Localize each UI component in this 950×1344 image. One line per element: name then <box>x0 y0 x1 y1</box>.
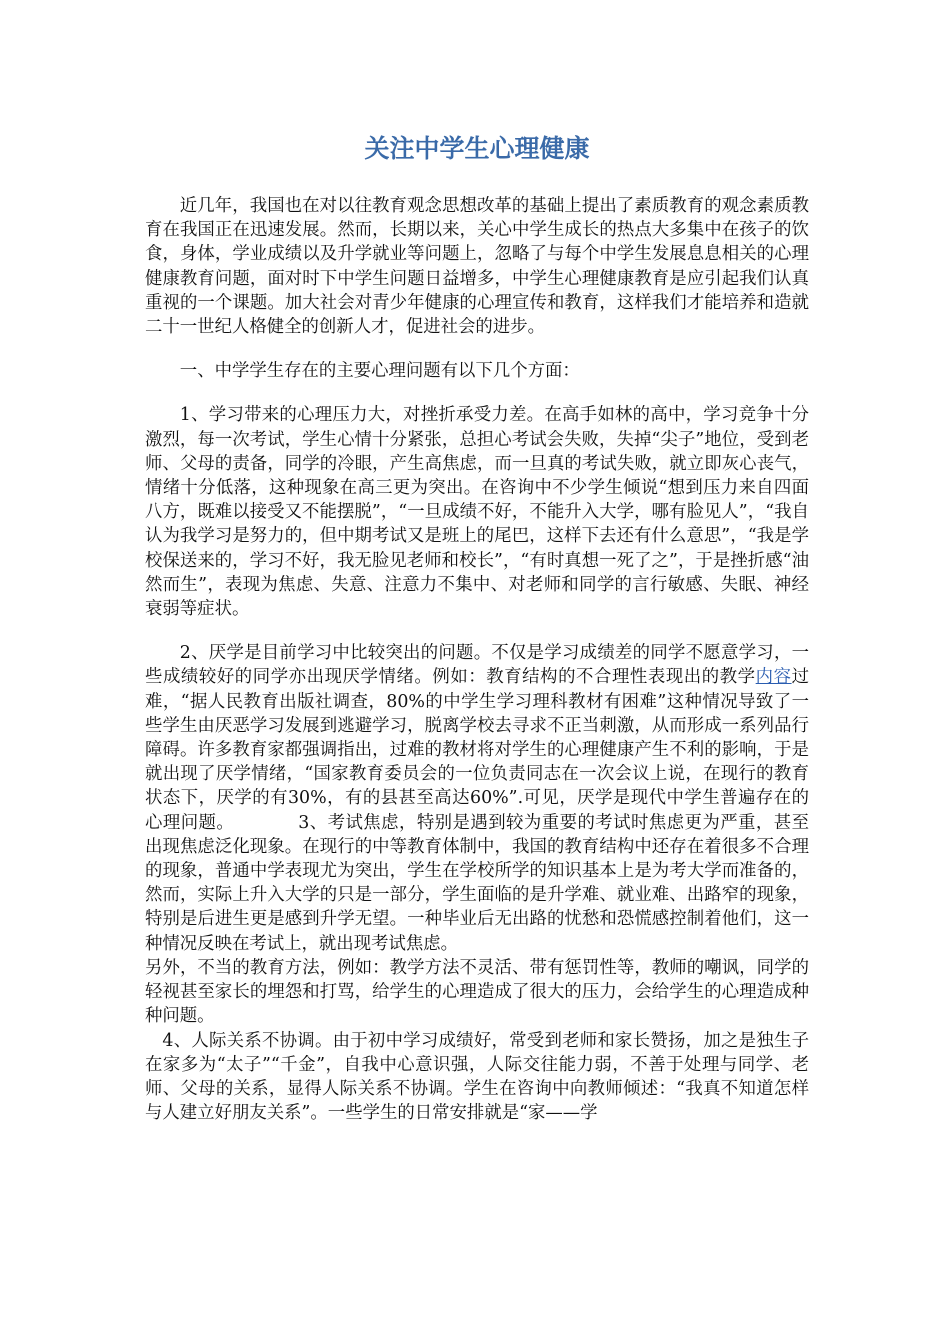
paragraph-gap <box>145 621 809 641</box>
point-2-text-before-link: 2、厌学是目前学习中比较突出的问题。不仅是学习成绩差的同学不愿意学习，一些成绩较好的同学亦出现厌学情绪。例如：教育结构的不合理性表现出的教学 <box>145 643 809 688</box>
document-page <box>145 130 809 1125</box>
point-3-text: 3、考试焦虑，特别是遇到较为重要的考试时焦虑更为严重，甚至出现焦虑泛化现象。在现行的中等教育体制中，我国的教育结构中还存在着很多不合理的现象，普通中学表现尤为突出，学生在学校所学的知识基本上是为考大学而准备的，然而，实际上升入大学的只是一部分，学生面临的是升学难、就业难、出路窄的现象，特别是后进生更是感到升学无望。一种毕业后无出路的忧愁和恐慌感控制着他们，这一种情况反映在考试上，就出现考试焦虑。 <box>145 812 809 954</box>
paragraph-gap <box>145 339 809 359</box>
paragraph-gap <box>145 383 809 403</box>
intro-paragraph: 近几年，我国也在对以往教育观念思想改革的基础上提出了素质教育的观念素质教育在我国正在迅速发展。然而，长期以来，关心中学生成长的热点大多集中在孩子的饮食，身体，学业成绩以及升学就业等问题上，忽略了与每个中学生发展息息相关的心理健康教育问题，面对时下中学生问题日益增多，中学生心理健康教育是应引起我们认真重视的一个课题。加大社会对青少年健康的心理宣传和教育，这样我们才能培养和造就二十一世纪人格健全的创新人才，促进社会的进步。 <box>145 196 809 338</box>
point-2-paragraph <box>145 641 809 956</box>
point-4-paragraph: 4、人际关系不协调。由于初中学习成绩好，常受到老师和家长赞扬，加之是独生子在家多为“太子”“千金”，自我中心意识强，人际交往能力弱，不善于处理与同学、老师、父母的关系，显得人际关系不协调。学生在咨询中向教师倾述：“我真不知道怎样与人建立好朋友关系”。一些学生的日常安排就是“家——学 <box>145 1030 809 1124</box>
addendum-paragraph: 另外，不当的教育方法，例如：教学方法不灵活、带有惩罚性等，教师的嘲讽，同学的轻视甚至家长的埋怨和打骂，给学生的心理造成了很大的压力，会给学生的心理造成种种问题。 <box>145 957 809 1027</box>
point-1-paragraph: 1、学习带来的心理压力大，对挫折承受力差。在高手如林的高中，学习竞争十分激烈，每一次考试，学生心情十分紧张，总担心考试会失败，失掉“尖子”地位，受到老师、父母的责备，同学的冷眼，产生高焦虑，而一旦真的考试失败，就立即灰心丧气，情绪十分低落，这种现象在高三更为突出。在咨询中不少学生倾说“想到压力来自四面八方，既难以接受又不能摆脱”，“一旦成绩不好，不能升入大学，哪有脸见人”，“我自认为我学习是努力的，但中期考试又是班上的尾巴，这样下去还有什么意思”，“我是学校保送来的，学习不好，我无脸见老师和校长”，“有时真想一死了之”，于是挫折感“油然而生”，表现为焦虑、失意、注意力不集中、对老师和同学的言行敏感、失眠、神经衰弱等症状。 <box>145 405 809 620</box>
content-link[interactable]: 内容 <box>755 667 792 688</box>
section-heading: 一、中学学生存在的主要心理问题有以下几个方面： <box>179 361 580 382</box>
point-2-text-after-link: 过难，“据人民教育出版社调查，80%的中学生学习理科教材有困难”这种情况导致了一些学生由厌恶学习发展到逃避学习，脱离学校去寻求不正当刺激，从而形成一系列品行障碍。许多教育家都强调指出，过难的教材将对学生的心理健康产生不利的影响，于是就出现了厌学情绪，“国家教育委员会的一位负责同志在一次会议上说，在现行的教育状态下，厌学的有30%，有的县甚至高达60%”.可见，厌学是现代中学生普遍存在的心理问题。 <box>145 667 809 833</box>
document-title: 关注中学生心理健康 <box>364 134 590 163</box>
